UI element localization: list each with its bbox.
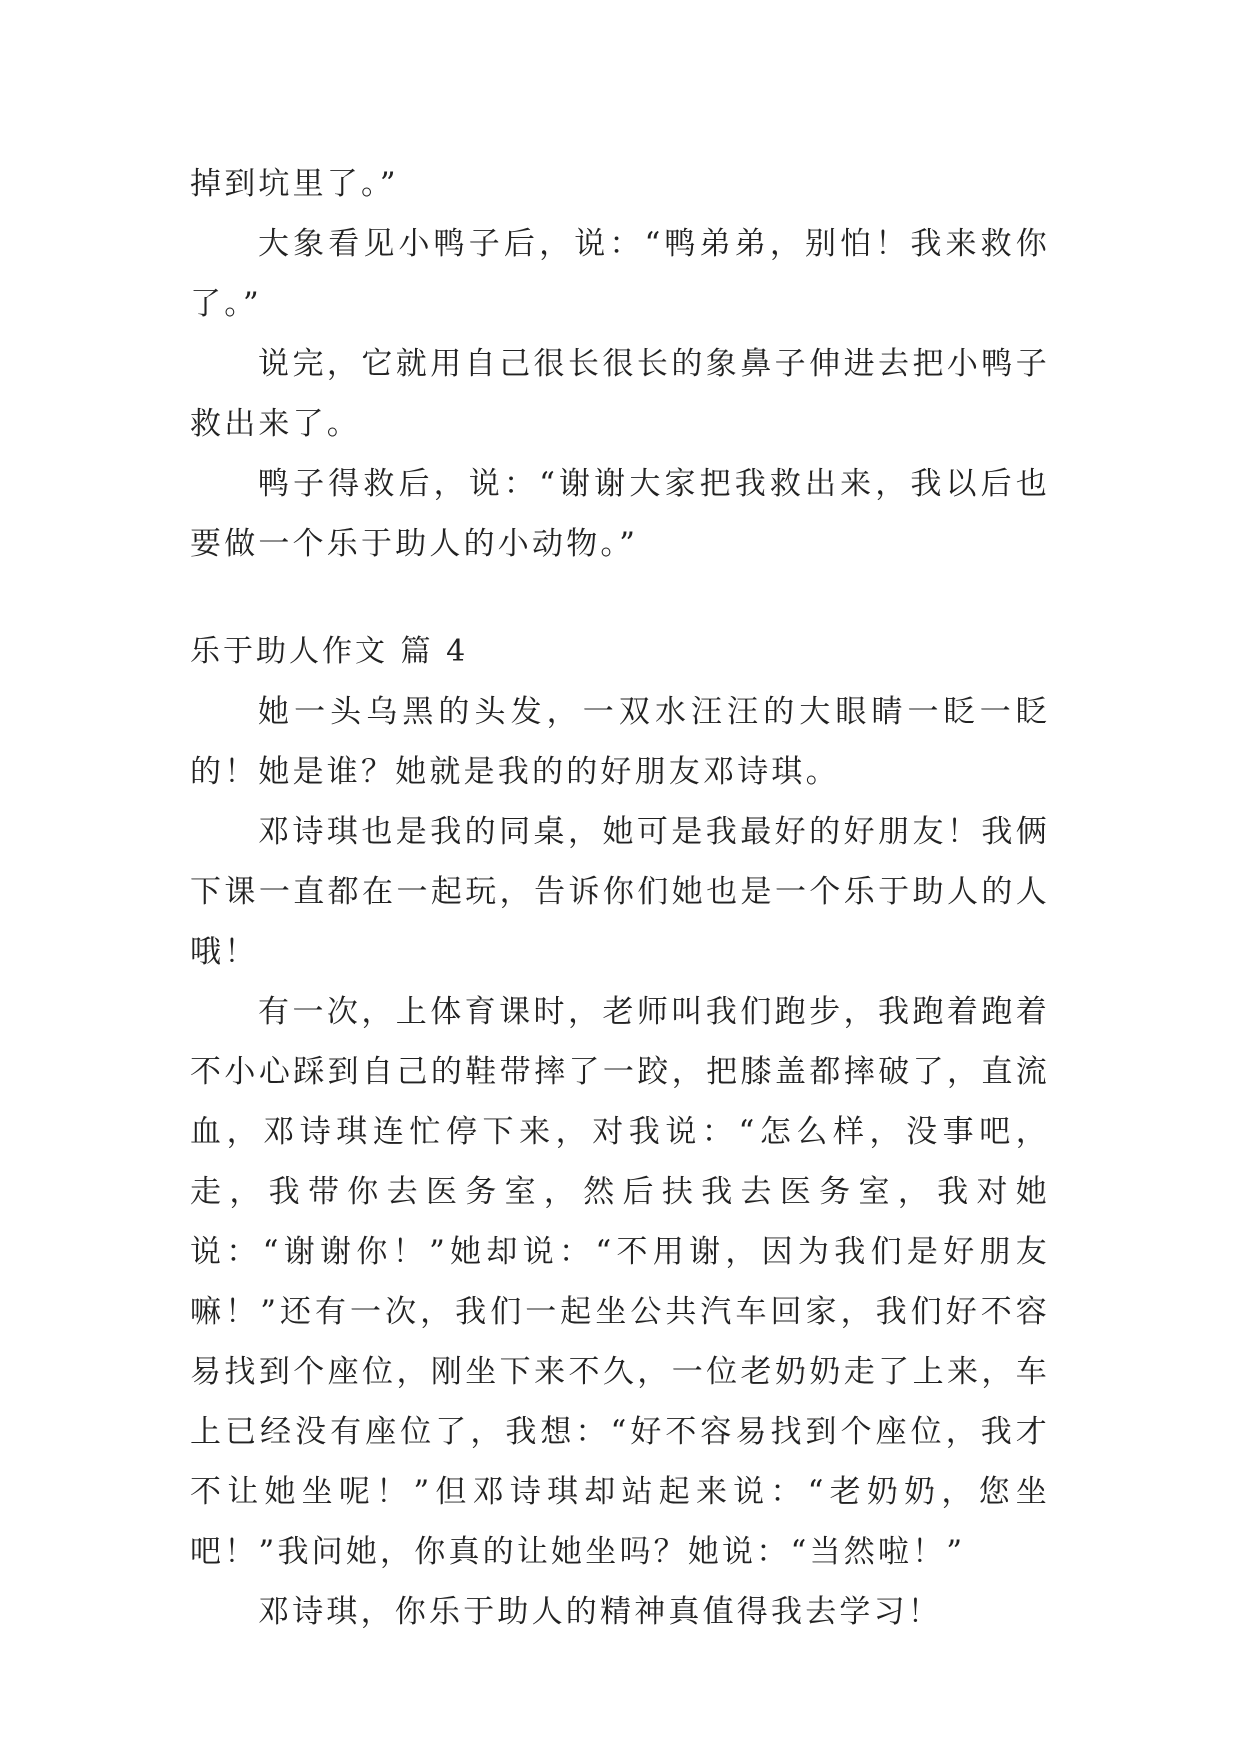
paragraph: 有一次，上体育课时，老师叫我们跑步，我跑着跑着不小心踩到自己的鞋带摔了一跤，把膝盖都摔破了，直流血，邓诗琪连忙停下来，对我说：“怎么样，没事吧，走，我带你去医务室，然后扶我去医务室，我对她说：“谢谢你！”她却说：“不用谢，因为我们是好朋友嘛！”还有一次，我们一起坐公共汽车回家，我们好不容易找到个座位，刚坐下来不久，一位老奶奶走了上来，车上已经没有座位了，我想：“好不容易找到个座位，我才不让她坐呢！”但邓诗琪却站起来说：“老奶奶，您坐吧！”我问她，你真的让她坐吗？她说：“当然啦！” — [190, 994, 1050, 1570]
paragraph: 说完，它就用自己很长很长的象鼻子伸进去把小鸭子救出来了。 — [190, 346, 1050, 442]
paragraph: 掉到坑里了。” — [190, 166, 399, 202]
essay-section — [190, 622, 1050, 1642]
story-continuation — [190, 154, 1050, 574]
paragraph: 邓诗琪，你乐于助人的精神真值得我去学习！ — [258, 1594, 942, 1630]
paragraph: 她一头乌黑的头发，一双水汪汪的大眼睛一眨一眨的！她是谁？她就是我的的好朋友邓诗琪。 — [190, 694, 1050, 790]
paragraph: 大象看见小鸭子后，说：“鸭弟弟，别怕！我来救你了。” — [190, 226, 1050, 322]
essay-title: 乐于助人作文 篇 4 — [190, 634, 469, 669]
paragraph: 鸭子得救后，说：“谢谢大家把我救出来，我以后也要做一个乐于助人的小动物。” — [190, 466, 1050, 562]
paragraph: 邓诗琪也是我的同桌，她可是我最好的好朋友！我俩下课一直都在一起玩，告诉你们她也是一个乐于助人的人哦！ — [190, 814, 1050, 970]
